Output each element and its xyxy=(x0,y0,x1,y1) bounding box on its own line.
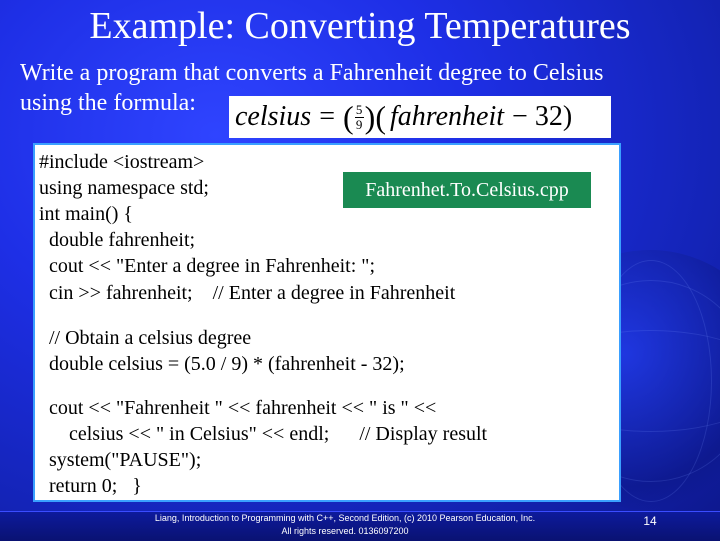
fraction-numerator: 5 xyxy=(355,101,363,117)
footer-line-1: Liang, Introduction to Programming with C++, Second Edition, (c) 2010 Pearson Education, Inc. xyxy=(154,513,536,523)
code-line: cout << "Enter a degree in Fahrenheit: "; xyxy=(39,255,375,277)
filename-badge: Fahrenhet.To.Celsius.cpp xyxy=(342,171,592,209)
intro-line-2: using the formula: xyxy=(20,90,196,116)
code-line: system("PAUSE"); xyxy=(39,449,202,471)
formula-paren-open: ( xyxy=(343,98,354,135)
fraction-denominator: 9 xyxy=(355,116,363,132)
code-line: double fahrenheit; xyxy=(39,229,196,251)
code-line: cout << "Fahrenheit " << fahrenheit << " is " << xyxy=(39,397,437,419)
code-line: // Obtain a celsius degree xyxy=(39,327,252,349)
footer-line-2: All rights reserved. 0136097200 xyxy=(281,526,409,536)
code-line: #include <iostream> xyxy=(39,151,205,173)
code-line: return 0; } xyxy=(39,475,142,497)
formula-fraction xyxy=(355,101,364,132)
formula-rest: − 32) xyxy=(512,101,573,132)
slide-title: Example: Converting Temperatures xyxy=(89,5,631,47)
formula-equals: = xyxy=(319,101,336,132)
formula-paren-close: )( xyxy=(364,98,386,135)
code-line: int main() { xyxy=(39,203,134,225)
footer-copyright xyxy=(120,512,570,538)
page-number: 14 xyxy=(643,514,657,528)
code-line: cin >> fahrenheit; // Enter a degree in Fahrenheit xyxy=(39,282,456,304)
formula-lhs: celsius xyxy=(235,101,312,132)
code-line: using namespace std; xyxy=(39,177,209,199)
code-line: celsius << " in Celsius" << endl; // Display result xyxy=(39,423,488,445)
formula-box xyxy=(229,96,611,138)
intro-line-1: Write a program that converts a Fahrenheit degree to Celsius xyxy=(20,60,604,86)
code-line: double celsius = (5.0 / 9) * (fahrenheit - 32); xyxy=(39,353,405,375)
formula-variable: fahrenheit xyxy=(389,101,505,132)
